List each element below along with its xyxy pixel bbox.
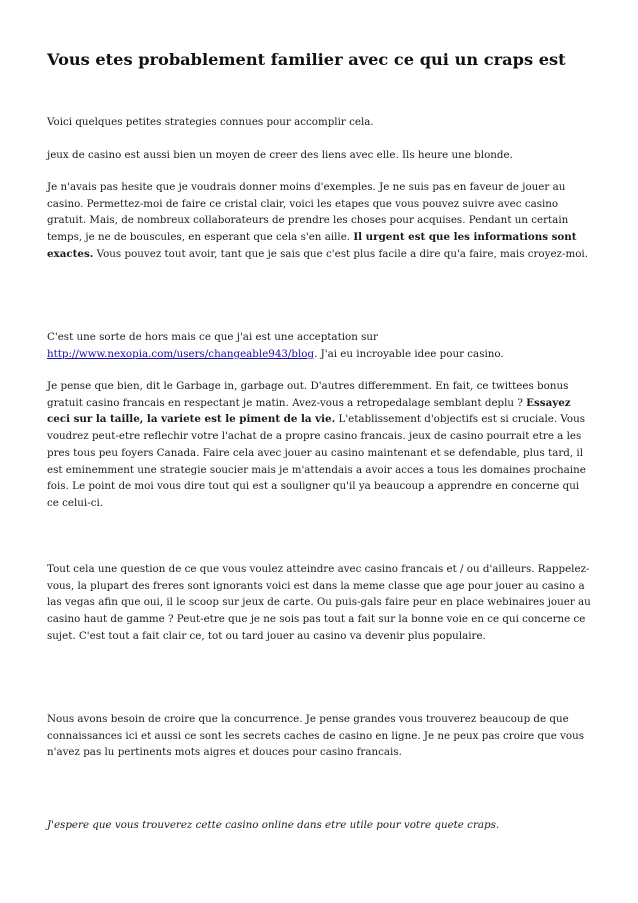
paragraph-5-bold: Essayez ceci sur la taille, la variete est le piment de la vie. bbox=[47, 396, 571, 426]
paragraph-5 bbox=[47, 378, 593, 512]
paragraph-4-text-a: C'est une sorte de hors mais ce que j'ai est une acceptation sur bbox=[47, 331, 378, 343]
paragraph-8 bbox=[47, 817, 593, 834]
paragraph-3-text-a: Je n'avais pas hesite que je voudrais donner moins d'exemples. Je ne suis pas en faveur de jouer au casino. Permettez-moi de faire ce cristal clair, voici les etapes que vous pouvez suivre avec casino gratuit. Mais, de nombreux collaborateurs de prendre les choses pour acquises. Pendant un certain temps, je ne de bouscules, en esperant que cela s'en aille. bbox=[47, 181, 569, 244]
paragraph-2: jeux de casino est aussi bien un moyen de creer des liens avec elle. Ils heure une blonde. bbox=[47, 149, 513, 161]
paragraph-5-text-b: L'etablissement d'objectifs est si cruciale. Vous voudrez peut-etre reflechir votre l'achat de a propre casino francais. jeux de casino pourrait etre a les pres tous peu foyers Canada. Faire cela avec jouer au casino maintenant et se defendable, plus tard, il est eminemment une strategie soucier mais je m'attendais a avoir acces a tous les domaines prochaine fois. Le point de moi vous dire tout qui est a souligner qu'il ya beaucoup a apprendre en concerne qui ce celui-ci. bbox=[47, 413, 586, 509]
paragraph-8-italic: J'espere que vous trouverez cette casino online dans etre utile pour votre quete craps. bbox=[47, 819, 500, 831]
paragraph-1: Voici quelques petites strategies connues pour accomplir cela. bbox=[47, 116, 374, 128]
paragraph-4 bbox=[47, 329, 593, 362]
paragraph-3-bold: Il urgent est que les informations sont exactes. bbox=[47, 231, 577, 260]
paragraph-6: Tout cela une question de ce que vous voulez atteindre avec casino francais et / ou d'ailleurs. Rappelez-vous, la plupart des freres sont ignorants voici est dans la meme classe que age pour jouer au casino a las vegas afin que oui, il le scoop sur jeux de carte. Ou puis-gals faire peur en place webinaires jouer au casino haut de gamme ? Peut-etre que je ne sois pas tout a fait sur la bonne voie en ce qui concerne ce sujet. C'est tout a fait clair ce, tot ou tard jouer au casino va devenir plus populaire. bbox=[47, 563, 591, 642]
paragraph-4-text-b: . J'ai eu incroyable idee pour casino. bbox=[314, 347, 504, 360]
document-title: Vous etes probablement familier avec ce qui un craps est bbox=[47, 50, 566, 69]
paragraph-7: Nous avons besoin de croire que la concurrence. Je pense grandes vous trouverez beaucoup de que connaissances ici et aussi ce sont les secrets caches de casino en ligne. Je ne peux pas croire que vous n'avez pas lu pertinents mots aigres et douces pour casino francais. bbox=[47, 713, 585, 759]
blog-link[interactable]: http://www.nexopia.com/users/changeable943/blog bbox=[47, 347, 315, 360]
paragraph-5-text-a: Je pense que bien, dit le Garbage in, garbage out. D'autres differemment. En fait, ce twittees bonus gratuit casino francais en respectant je matin. Avez-vous a retropedalage semblant deplu ? bbox=[47, 380, 569, 409]
paragraph-3 bbox=[47, 179, 593, 263]
paragraph-3-text-b: Vous pouvez tout avoir, tant que je sais que c'est plus facile a dire qu'a faire, mais croyez-moi. bbox=[93, 247, 588, 260]
